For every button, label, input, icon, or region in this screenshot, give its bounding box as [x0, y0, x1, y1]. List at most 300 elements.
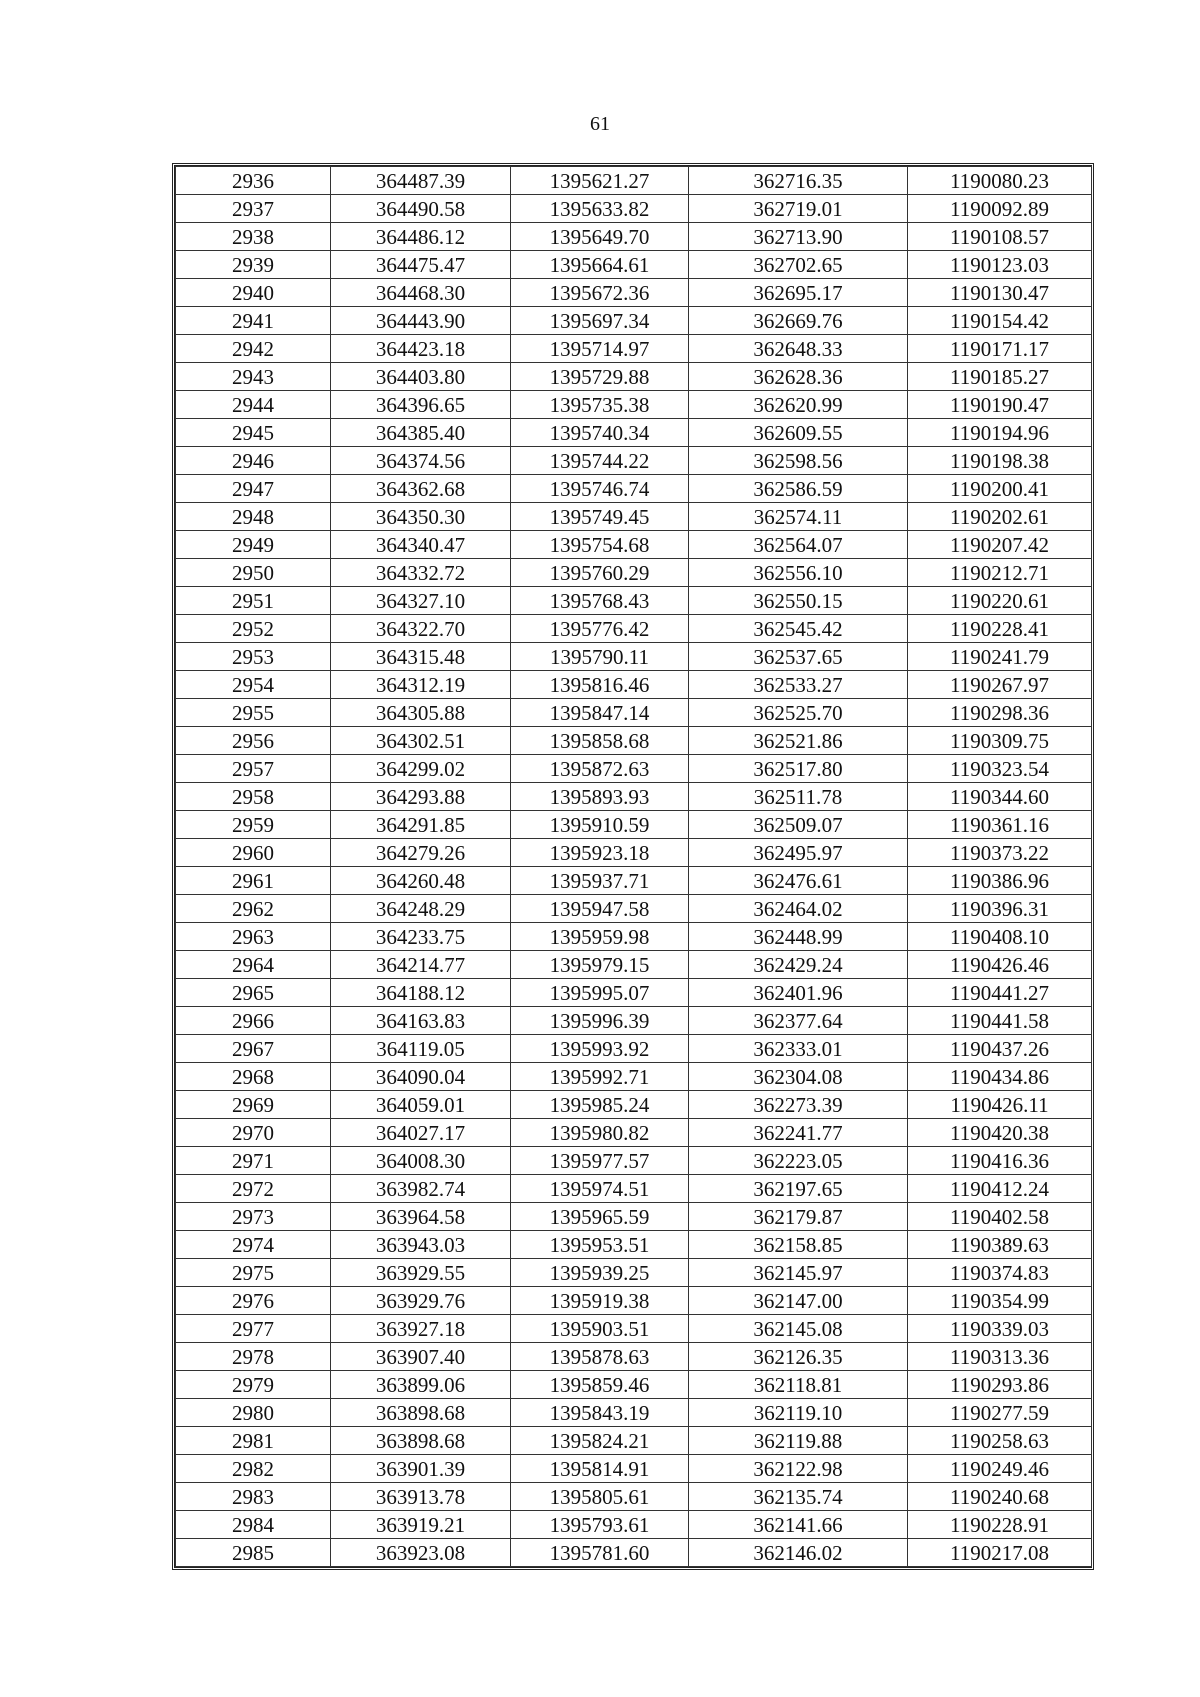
x1-cell: 364443.90 [331, 307, 511, 335]
y1-cell: 1395672.36 [511, 279, 689, 307]
y2-cell: 1190426.11 [908, 1091, 1092, 1119]
point-number-cell: 2957 [176, 755, 331, 783]
x1-cell: 364396.65 [331, 391, 511, 419]
x1-cell: 364302.51 [331, 727, 511, 755]
point-number-cell: 2982 [176, 1455, 331, 1483]
table-row [176, 531, 1092, 559]
y1-cell: 1395768.43 [511, 587, 689, 615]
point-number-cell: 2959 [176, 811, 331, 839]
point-number-cell: 2970 [176, 1119, 331, 1147]
x2-cell: 362179.87 [689, 1203, 908, 1231]
y1-cell: 1395996.39 [511, 1007, 689, 1035]
y1-cell: 1395735.38 [511, 391, 689, 419]
y2-cell: 1190130.47 [908, 279, 1092, 307]
y1-cell: 1395859.46 [511, 1371, 689, 1399]
x1-cell: 364233.75 [331, 923, 511, 951]
x2-cell: 362550.15 [689, 587, 908, 615]
table-row [176, 1259, 1092, 1287]
x2-cell: 362533.27 [689, 671, 908, 699]
point-number-cell: 2964 [176, 951, 331, 979]
table-row [176, 1091, 1092, 1119]
y2-cell: 1190171.17 [908, 335, 1092, 363]
y2-cell: 1190202.61 [908, 503, 1092, 531]
x2-cell: 362521.86 [689, 727, 908, 755]
x2-cell: 362586.59 [689, 475, 908, 503]
x1-cell: 363929.55 [331, 1259, 511, 1287]
point-number-cell: 2978 [176, 1343, 331, 1371]
point-number-cell: 2948 [176, 503, 331, 531]
y1-cell: 1395760.29 [511, 559, 689, 587]
x1-cell: 364486.12 [331, 223, 511, 251]
point-number-cell: 2974 [176, 1231, 331, 1259]
x1-cell: 363898.68 [331, 1399, 511, 1427]
y1-cell: 1395953.51 [511, 1231, 689, 1259]
x1-cell: 364490.58 [331, 195, 511, 223]
y1-cell: 1395947.58 [511, 895, 689, 923]
y1-cell: 1395872.63 [511, 755, 689, 783]
x2-cell: 362122.98 [689, 1455, 908, 1483]
y2-cell: 1190293.86 [908, 1371, 1092, 1399]
point-number-cell: 2938 [176, 223, 331, 251]
table-row [176, 587, 1092, 615]
x2-cell: 362119.88 [689, 1427, 908, 1455]
x2-cell: 362525.70 [689, 699, 908, 727]
y2-cell: 1190258.63 [908, 1427, 1092, 1455]
point-number-cell: 2951 [176, 587, 331, 615]
table-row [176, 923, 1092, 951]
x2-cell: 362713.90 [689, 223, 908, 251]
y1-cell: 1395664.61 [511, 251, 689, 279]
x1-cell: 363919.21 [331, 1511, 511, 1539]
x2-cell: 362545.42 [689, 615, 908, 643]
y2-cell: 1190190.47 [908, 391, 1092, 419]
point-number-cell: 2971 [176, 1147, 331, 1175]
y1-cell: 1395744.22 [511, 447, 689, 475]
y1-cell: 1395649.70 [511, 223, 689, 251]
y1-cell: 1395937.71 [511, 867, 689, 895]
table-row [176, 251, 1092, 279]
table-row [176, 699, 1092, 727]
y2-cell: 1190412.24 [908, 1175, 1092, 1203]
y2-cell: 1190080.23 [908, 167, 1092, 195]
table-row [176, 1343, 1092, 1371]
y1-cell: 1395714.97 [511, 335, 689, 363]
x2-cell: 362476.61 [689, 867, 908, 895]
x2-cell: 362145.97 [689, 1259, 908, 1287]
table-row [176, 223, 1092, 251]
point-number-cell: 2979 [176, 1371, 331, 1399]
y1-cell: 1395790.11 [511, 643, 689, 671]
x1-cell: 364188.12 [331, 979, 511, 1007]
table-row [176, 1483, 1092, 1511]
table-row [176, 1007, 1092, 1035]
x1-cell: 363923.08 [331, 1539, 511, 1567]
table-row [176, 1035, 1092, 1063]
table-row [176, 503, 1092, 531]
point-number-cell: 2984 [176, 1511, 331, 1539]
x1-cell: 363982.74 [331, 1175, 511, 1203]
y2-cell: 1190434.86 [908, 1063, 1092, 1091]
table-row [176, 391, 1092, 419]
x2-cell: 362517.80 [689, 755, 908, 783]
x2-cell: 362223.05 [689, 1147, 908, 1175]
point-number-cell: 2953 [176, 643, 331, 671]
y1-cell: 1395878.63 [511, 1343, 689, 1371]
table-row [176, 951, 1092, 979]
y2-cell: 1190220.61 [908, 587, 1092, 615]
table-row [176, 307, 1092, 335]
x2-cell: 362509.07 [689, 811, 908, 839]
y1-cell: 1395980.82 [511, 1119, 689, 1147]
x2-cell: 362695.17 [689, 279, 908, 307]
y1-cell: 1395923.18 [511, 839, 689, 867]
y1-cell: 1395781.60 [511, 1539, 689, 1567]
point-number-cell: 2967 [176, 1035, 331, 1063]
y2-cell: 1190437.26 [908, 1035, 1092, 1063]
x1-cell: 363927.18 [331, 1315, 511, 1343]
table-row [176, 1315, 1092, 1343]
x1-cell: 364291.85 [331, 811, 511, 839]
x1-cell: 364260.48 [331, 867, 511, 895]
table-row [176, 195, 1092, 223]
x1-cell: 364332.72 [331, 559, 511, 587]
point-number-cell: 2975 [176, 1259, 331, 1287]
x2-cell: 362126.35 [689, 1343, 908, 1371]
x1-cell: 363898.68 [331, 1427, 511, 1455]
table-row [176, 783, 1092, 811]
table-row [176, 979, 1092, 1007]
x1-cell: 364293.88 [331, 783, 511, 811]
x2-cell: 362648.33 [689, 335, 908, 363]
table-row [176, 615, 1092, 643]
y2-cell: 1190441.58 [908, 1007, 1092, 1035]
y1-cell: 1395824.21 [511, 1427, 689, 1455]
point-number-cell: 2950 [176, 559, 331, 587]
table-row [176, 1063, 1092, 1091]
point-number-cell: 2937 [176, 195, 331, 223]
y1-cell: 1395965.59 [511, 1203, 689, 1231]
x2-cell: 362609.55 [689, 419, 908, 447]
y1-cell: 1395843.19 [511, 1399, 689, 1427]
x2-cell: 362716.35 [689, 167, 908, 195]
table-row [176, 1371, 1092, 1399]
x1-cell: 364279.26 [331, 839, 511, 867]
x1-cell: 364350.30 [331, 503, 511, 531]
y1-cell: 1395814.91 [511, 1455, 689, 1483]
x2-cell: 362401.96 [689, 979, 908, 1007]
point-number-cell: 2949 [176, 531, 331, 559]
point-number-cell: 2946 [176, 447, 331, 475]
y1-cell: 1395939.25 [511, 1259, 689, 1287]
y2-cell: 1190386.96 [908, 867, 1092, 895]
x2-cell: 362241.77 [689, 1119, 908, 1147]
point-number-cell: 2976 [176, 1287, 331, 1315]
y2-cell: 1190309.75 [908, 727, 1092, 755]
x1-cell: 364385.40 [331, 419, 511, 447]
x1-cell: 364487.39 [331, 167, 511, 195]
x2-cell: 362702.65 [689, 251, 908, 279]
point-number-cell: 2940 [176, 279, 331, 307]
table-row [176, 447, 1092, 475]
y2-cell: 1190154.42 [908, 307, 1092, 335]
point-number-cell: 2977 [176, 1315, 331, 1343]
point-number-cell: 2965 [176, 979, 331, 1007]
y2-cell: 1190267.97 [908, 671, 1092, 699]
y2-cell: 1190198.38 [908, 447, 1092, 475]
x1-cell: 364327.10 [331, 587, 511, 615]
y2-cell: 1190194.96 [908, 419, 1092, 447]
point-number-cell: 2969 [176, 1091, 331, 1119]
table-row [176, 419, 1092, 447]
y2-cell: 1190339.03 [908, 1315, 1092, 1343]
y2-cell: 1190389.63 [908, 1231, 1092, 1259]
point-number-cell: 2963 [176, 923, 331, 951]
table-row [176, 1119, 1092, 1147]
x1-cell: 364403.80 [331, 363, 511, 391]
y1-cell: 1395754.68 [511, 531, 689, 559]
point-number-cell: 2968 [176, 1063, 331, 1091]
x2-cell: 362429.24 [689, 951, 908, 979]
y1-cell: 1395847.14 [511, 699, 689, 727]
y1-cell: 1395974.51 [511, 1175, 689, 1203]
x1-cell: 364090.04 [331, 1063, 511, 1091]
point-number-cell: 2954 [176, 671, 331, 699]
table-row [176, 1203, 1092, 1231]
point-number-cell: 2945 [176, 419, 331, 447]
y1-cell: 1395959.98 [511, 923, 689, 951]
table-row [176, 1175, 1092, 1203]
y2-cell: 1190241.79 [908, 643, 1092, 671]
x1-cell: 364248.29 [331, 895, 511, 923]
point-number-cell: 2942 [176, 335, 331, 363]
y2-cell: 1190323.54 [908, 755, 1092, 783]
table-row [176, 1511, 1092, 1539]
x2-cell: 362719.01 [689, 195, 908, 223]
y2-cell: 1190185.27 [908, 363, 1092, 391]
x2-cell: 362377.64 [689, 1007, 908, 1035]
x2-cell: 362669.76 [689, 307, 908, 335]
x1-cell: 364340.47 [331, 531, 511, 559]
y1-cell: 1395816.46 [511, 671, 689, 699]
y1-cell: 1395903.51 [511, 1315, 689, 1343]
x2-cell: 362141.66 [689, 1511, 908, 1539]
point-number-cell: 2952 [176, 615, 331, 643]
x1-cell: 363964.58 [331, 1203, 511, 1231]
point-number-cell: 2936 [176, 167, 331, 195]
y1-cell: 1395740.34 [511, 419, 689, 447]
x2-cell: 362495.97 [689, 839, 908, 867]
x1-cell: 364027.17 [331, 1119, 511, 1147]
y2-cell: 1190344.60 [908, 783, 1092, 811]
y1-cell: 1395977.57 [511, 1147, 689, 1175]
x1-cell: 363913.78 [331, 1483, 511, 1511]
table-row [176, 643, 1092, 671]
x2-cell: 362511.78 [689, 783, 908, 811]
y1-cell: 1395621.27 [511, 167, 689, 195]
point-number-cell: 2972 [176, 1175, 331, 1203]
y1-cell: 1395993.92 [511, 1035, 689, 1063]
y2-cell: 1190207.42 [908, 531, 1092, 559]
x2-cell: 362135.74 [689, 1483, 908, 1511]
table-row [176, 167, 1092, 195]
table-row [176, 839, 1092, 867]
y1-cell: 1395793.61 [511, 1511, 689, 1539]
table-row [176, 867, 1092, 895]
point-number-cell: 2962 [176, 895, 331, 923]
x1-cell: 364322.70 [331, 615, 511, 643]
table-row [176, 279, 1092, 307]
table-row [176, 559, 1092, 587]
y1-cell: 1395995.07 [511, 979, 689, 1007]
x2-cell: 362556.10 [689, 559, 908, 587]
y2-cell: 1190313.36 [908, 1343, 1092, 1371]
y2-cell: 1190373.22 [908, 839, 1092, 867]
y1-cell: 1395776.42 [511, 615, 689, 643]
y1-cell: 1395729.88 [511, 363, 689, 391]
y1-cell: 1395633.82 [511, 195, 689, 223]
table-row [176, 335, 1092, 363]
x1-cell: 364312.19 [331, 671, 511, 699]
y2-cell: 1190361.16 [908, 811, 1092, 839]
table-row [176, 1287, 1092, 1315]
x1-cell: 363899.06 [331, 1371, 511, 1399]
y1-cell: 1395919.38 [511, 1287, 689, 1315]
y2-cell: 1190402.58 [908, 1203, 1092, 1231]
x2-cell: 362197.65 [689, 1175, 908, 1203]
point-number-cell: 2939 [176, 251, 331, 279]
x1-cell: 363929.76 [331, 1287, 511, 1315]
y2-cell: 1190298.36 [908, 699, 1092, 727]
y2-cell: 1190408.10 [908, 923, 1092, 951]
y1-cell: 1395893.93 [511, 783, 689, 811]
table-row [176, 811, 1092, 839]
x2-cell: 362158.85 [689, 1231, 908, 1259]
coordinate-table [175, 166, 1092, 1567]
table-row [176, 895, 1092, 923]
table-row [176, 1455, 1092, 1483]
y1-cell: 1395979.15 [511, 951, 689, 979]
x2-cell: 362145.08 [689, 1315, 908, 1343]
x1-cell: 364305.88 [331, 699, 511, 727]
y2-cell: 1190228.41 [908, 615, 1092, 643]
y2-cell: 1190228.91 [908, 1511, 1092, 1539]
point-number-cell: 2973 [176, 1203, 331, 1231]
y2-cell: 1190240.68 [908, 1483, 1092, 1511]
table-row [176, 755, 1092, 783]
y2-cell: 1190277.59 [908, 1399, 1092, 1427]
table-row [176, 727, 1092, 755]
x2-cell: 362574.11 [689, 503, 908, 531]
y2-cell: 1190426.46 [908, 951, 1092, 979]
point-number-cell: 2981 [176, 1427, 331, 1455]
y2-cell: 1190092.89 [908, 195, 1092, 223]
y1-cell: 1395749.45 [511, 503, 689, 531]
x2-cell: 362537.65 [689, 643, 908, 671]
x2-cell: 362620.99 [689, 391, 908, 419]
table-row [176, 475, 1092, 503]
point-number-cell: 2944 [176, 391, 331, 419]
table-row [176, 1427, 1092, 1455]
point-number-cell: 2966 [176, 1007, 331, 1035]
point-number-cell: 2943 [176, 363, 331, 391]
x1-cell: 364163.83 [331, 1007, 511, 1035]
point-number-cell: 2980 [176, 1399, 331, 1427]
table-row [176, 1399, 1092, 1427]
y2-cell: 1190249.46 [908, 1455, 1092, 1483]
y1-cell: 1395910.59 [511, 811, 689, 839]
x1-cell: 364299.02 [331, 755, 511, 783]
x1-cell: 364315.48 [331, 643, 511, 671]
x1-cell: 364362.68 [331, 475, 511, 503]
y2-cell: 1190200.41 [908, 475, 1092, 503]
x2-cell: 362146.02 [689, 1539, 908, 1567]
y2-cell: 1190374.83 [908, 1259, 1092, 1287]
point-number-cell: 2960 [176, 839, 331, 867]
x2-cell: 362448.99 [689, 923, 908, 951]
y1-cell: 1395858.68 [511, 727, 689, 755]
table-row [176, 1231, 1092, 1259]
x2-cell: 362628.36 [689, 363, 908, 391]
x1-cell: 364008.30 [331, 1147, 511, 1175]
x1-cell: 364468.30 [331, 279, 511, 307]
point-number-cell: 2958 [176, 783, 331, 811]
y1-cell: 1395746.74 [511, 475, 689, 503]
y2-cell: 1190416.36 [908, 1147, 1092, 1175]
y1-cell: 1395697.34 [511, 307, 689, 335]
point-number-cell: 2955 [176, 699, 331, 727]
y2-cell: 1190354.99 [908, 1287, 1092, 1315]
table-row [176, 1539, 1092, 1567]
x2-cell: 362464.02 [689, 895, 908, 923]
x1-cell: 363907.40 [331, 1343, 511, 1371]
x1-cell: 364423.18 [331, 335, 511, 363]
x2-cell: 362118.81 [689, 1371, 908, 1399]
y2-cell: 1190212.71 [908, 559, 1092, 587]
y2-cell: 1190396.31 [908, 895, 1092, 923]
point-number-cell: 2947 [176, 475, 331, 503]
coordinate-table-frame [172, 163, 1094, 1570]
x1-cell: 363943.03 [331, 1231, 511, 1259]
x1-cell: 363901.39 [331, 1455, 511, 1483]
x1-cell: 364059.01 [331, 1091, 511, 1119]
y1-cell: 1395992.71 [511, 1063, 689, 1091]
coordinate-table-body [176, 167, 1092, 1567]
x1-cell: 364214.77 [331, 951, 511, 979]
y2-cell: 1190217.08 [908, 1539, 1092, 1567]
y2-cell: 1190441.27 [908, 979, 1092, 1007]
x2-cell: 362564.07 [689, 531, 908, 559]
x2-cell: 362119.10 [689, 1399, 908, 1427]
point-number-cell: 2956 [176, 727, 331, 755]
x1-cell: 364374.56 [331, 447, 511, 475]
y2-cell: 1190123.03 [908, 251, 1092, 279]
table-row [176, 1147, 1092, 1175]
x2-cell: 362333.01 [689, 1035, 908, 1063]
y1-cell: 1395985.24 [511, 1091, 689, 1119]
y2-cell: 1190420.38 [908, 1119, 1092, 1147]
x1-cell: 364119.05 [331, 1035, 511, 1063]
table-row [176, 363, 1092, 391]
point-number-cell: 2941 [176, 307, 331, 335]
x2-cell: 362147.00 [689, 1287, 908, 1315]
x1-cell: 364475.47 [331, 251, 511, 279]
point-number-cell: 2985 [176, 1539, 331, 1567]
x2-cell: 362273.39 [689, 1091, 908, 1119]
y2-cell: 1190108.57 [908, 223, 1092, 251]
point-number-cell: 2961 [176, 867, 331, 895]
x2-cell: 362304.08 [689, 1063, 908, 1091]
page-number: 61 [590, 113, 610, 135]
